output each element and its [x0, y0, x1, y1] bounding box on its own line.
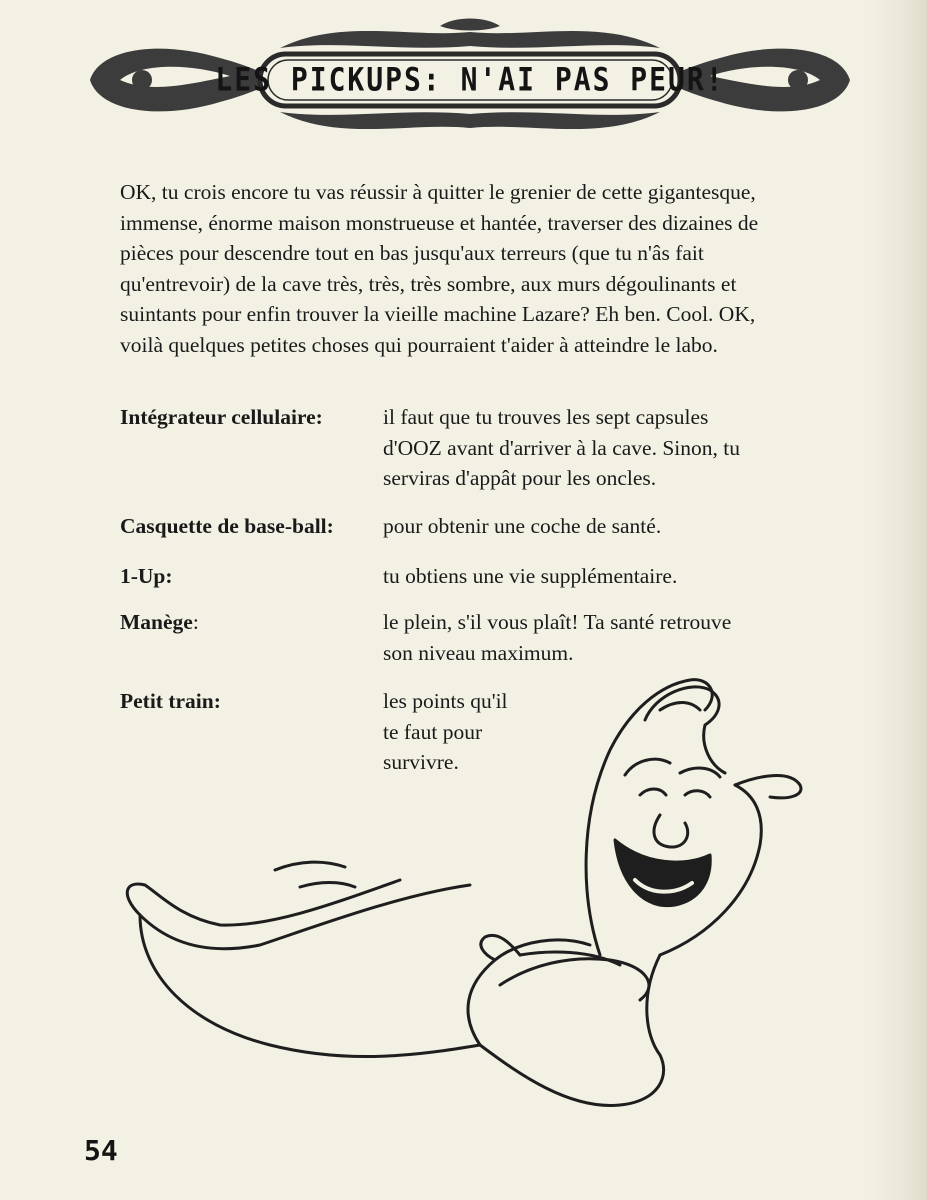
pickup-term-text: Manège [120, 610, 193, 634]
definition-line: son niveau maximum. [383, 640, 574, 665]
pickup-term: Casquette de base-ball: [120, 514, 334, 538]
page-title: LES PICKUPS: N'AI PAS PEUR! [215, 60, 725, 99]
pickup-definition [383, 511, 661, 542]
definition-line: le plein, s'il vous plaît! Ta santé retrouve [383, 610, 732, 634]
definition-line: tu obtiens une vie supplémentaire. [383, 564, 678, 588]
pickup-definition [383, 402, 740, 494]
laughing-ghost-illustration [100, 655, 820, 1155]
header-banner [80, 18, 860, 138]
definition-line: il faut que tu trouves les sept capsules [383, 405, 709, 429]
definition-line: serviras d'appât pour les oncles. [383, 466, 657, 491]
definition-line: pour obtenir une coche de santé. [383, 514, 662, 538]
pickup-term: 1-Up: [120, 564, 173, 588]
definition-line: d'OOZ avant d'arriver à la cave. Sinon, tu [383, 435, 740, 460]
pickup-term: Petit train: [120, 689, 221, 713]
definition-line: te faut pour [383, 719, 483, 744]
intro-paragraph: OK, tu crois encore tu vas réussir à quitter le grenier de cette gigantesque, immense, énorme maison monstrueuse et hantée, traverser des dizaines de pièces pour descendre tout en bas jusqu'aux terreurs (que tu n'âs fait qu'entrevoir) de la cave très, très, très sombre, aux murs dégoulinants et suintants pour enfin trouver la vieille machine Lazare? Eh ben. Cool. OK, voilà quelques petites choses qui pourraient t'aider à atteindre le labo. [120, 180, 759, 357]
pickup-definition [383, 561, 677, 592]
definition-line: les points qu'il [383, 689, 508, 713]
definition-line: survivre. [383, 750, 459, 775]
page-number: 54 [84, 1134, 118, 1167]
page-edge-shadow [869, 0, 927, 1200]
pickup-term-colon: : [192, 610, 199, 634]
pickup-term [120, 607, 199, 638]
pickup-term: Intégrateur cellulaire: [120, 405, 323, 429]
